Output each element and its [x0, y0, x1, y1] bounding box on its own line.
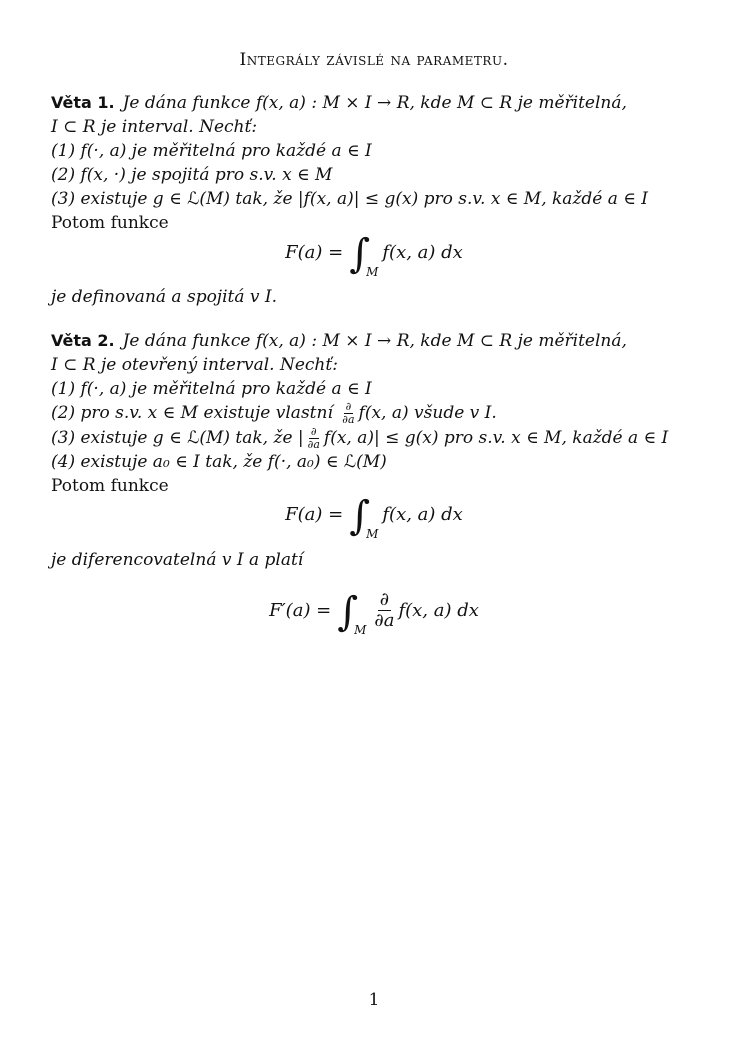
theorem2-cond2-a: (2) pro s.v. x ∈ M existuje vlastní: [51, 403, 339, 424]
theorem2-condition-1: (1) f(·, a) je měřitelná pro každé a ∈ I: [51, 379, 372, 399]
partial-derivative-large: [372, 590, 396, 631]
integral-sign: ∫: [349, 493, 371, 539]
theorem1-label: Věta 1.: [51, 93, 115, 112]
partial-num: ∂: [379, 589, 390, 610]
formula2-lhs: F(a) =: [285, 503, 344, 525]
formula2-rhs: f(x, a) dx: [382, 503, 463, 525]
theorem2-intro-line: [51, 330, 698, 352]
theorem1-intro-b: I ⊂ R je interval. Nechť:: [51, 117, 258, 137]
lebesgue-symbol: ℒ: [187, 189, 200, 209]
integral-domain: M: [366, 265, 379, 279]
theorem2-condition-3: [51, 426, 668, 451]
theorem2-cond2-b: f(x, a) všude v I.: [358, 403, 497, 424]
page-number: 1: [368, 990, 380, 1010]
partial-derivative-small: [340, 401, 356, 426]
theorem2-intro-b: I ⊂ R je otevřený interval. Nechť:: [51, 355, 338, 375]
theorem2-cond4-a: (4) existuje a₀ ∈ I tak, že f(·, a₀) ∈: [51, 452, 344, 472]
theorem2-intro-a: Je dána funkce f(x, a) : M × I → R, kde M ⊂ R je měřitelná,: [122, 331, 627, 351]
partial-derivative-small: [306, 426, 322, 451]
formula1-lhs: F(a) =: [285, 241, 344, 263]
theorem2-conclusion: je diferencovatelná v I a platí: [51, 550, 304, 570]
theorem1-intro-a: Je dána funkce f(x, a) : M × I → R, kde M ⊂ R je měřitelná,: [122, 93, 627, 113]
partial-num: ∂: [310, 425, 317, 438]
theorem2-then: Potom funkce: [51, 476, 169, 496]
theorem2-formula: [0, 493, 748, 541]
theorem1-then: Potom funkce: [51, 213, 169, 233]
theorem2-condition-4: [51, 451, 387, 473]
theorem1-condition-3: [51, 188, 648, 210]
theorem1-formula: [0, 231, 748, 279]
derivative-formula: [0, 589, 748, 638]
theorem1-condition-2: (2) f(x, ·) je spojitá pro s.v. x ∈ M: [51, 165, 333, 185]
partial-num: ∂: [345, 400, 352, 413]
integral-domain: M: [354, 623, 367, 638]
derivative-lhs: F′(a) =: [269, 599, 332, 621]
theorem2-label: Věta 2.: [51, 331, 115, 350]
theorem2-cond3-c: f(x, a)| ≤ g(x) pro s.v. x ∈ M, každé a ∈ I: [323, 428, 669, 449]
theorem2-cond3-b: (M) tak, že |: [199, 428, 304, 449]
formula1-rhs: f(x, a) dx: [382, 241, 463, 263]
lebesgue-symbol: ℒ: [187, 428, 200, 449]
theorem2-condition-2: [51, 401, 497, 426]
partial-den: ∂a: [374, 609, 395, 631]
theorem1-condition-1: (1) f(·, a) je měřitelná pro každé a ∈ I: [51, 141, 372, 161]
theorem1-intro-line: [51, 92, 698, 114]
integral-domain: M: [366, 527, 379, 541]
theorem2-cond4-b: (M): [356, 452, 387, 472]
theorem1-cond3-a: (3) existuje g ∈: [51, 189, 188, 209]
theorem1-conclusion: je definovaná a spojitá v I.: [51, 287, 278, 307]
theorem2-cond3-a: (3) existuje g ∈: [51, 428, 188, 449]
integral-sign: ∫: [349, 231, 371, 277]
document-title: Integrály závislé na parametru.: [239, 50, 509, 70]
integral-sign: ∫: [337, 589, 359, 636]
derivative-rhs: f(x, a) dx: [398, 599, 479, 621]
partial-den: ∂a: [307, 438, 320, 452]
lebesgue-symbol: ℒ: [343, 452, 357, 472]
partial-den: ∂a: [342, 413, 355, 427]
theorem1-cond3-b: (M) tak, že |f(x, a)| ≤ g(x) pro s.v. x ∈ M, každé a ∈ I: [199, 189, 648, 209]
